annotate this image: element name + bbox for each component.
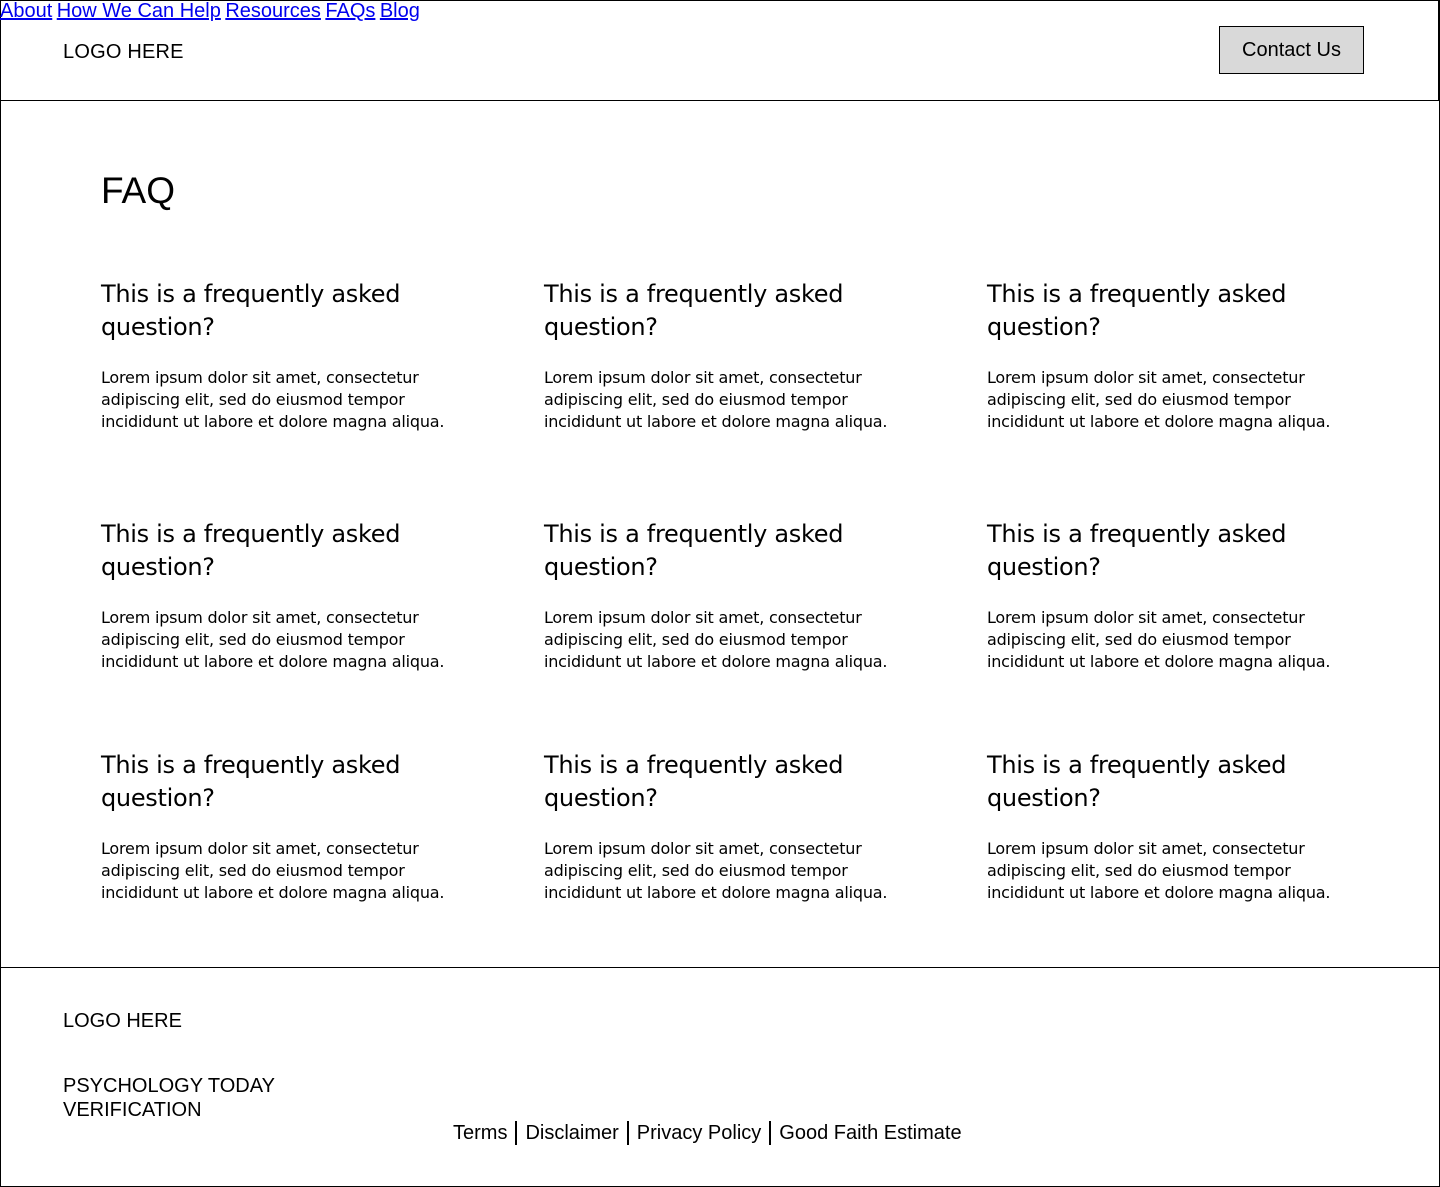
footer-link-privacy-policy[interactable]: Privacy Policy — [636, 1121, 762, 1144]
footer-logo[interactable]: LOGO HERE — [63, 1010, 182, 1032]
faq-question: This is a frequently asked question? — [987, 520, 1287, 581]
faq-answer: Lorem ipsum dolor sit amet, consectetur adipiscing elit, sed do eiusmod tempor incididunt ut labore et dolore magna aliqua. — [101, 608, 445, 671]
faq-answer: Lorem ipsum dolor sit amet, consectetur adipiscing elit, sed do eiusmod tempor incididunt ut labore et dolore magna aliqua. — [987, 608, 1331, 671]
nav-how-we-can-help[interactable]: How We Can Help — [56, 0, 221, 22]
faq-item — [544, 518, 914, 673]
faq-answer: Lorem ipsum dolor sit amet, consectetur adipiscing elit, sed do eiusmod tempor incididunt ut labore et dolore magna aliqua. — [987, 368, 1331, 431]
link-separator — [515, 1121, 517, 1145]
faq-answer: Lorem ipsum dolor sit amet, consectetur adipiscing elit, sed do eiusmod tempor incididunt ut labore et dolore magna aliqua. — [544, 608, 888, 671]
main-nav — [0, 0, 1438, 23]
header-logo[interactable]: LOGO HERE — [63, 41, 184, 63]
page-title: FAQ — [101, 170, 176, 211]
faq-question: This is a frequently asked question? — [101, 520, 401, 581]
faq-question: This is a frequently asked question? — [101, 280, 401, 341]
faq-question: This is a frequently asked question? — [544, 520, 844, 581]
faq-answer: Lorem ipsum dolor sit amet, consectetur adipiscing elit, sed do eiusmod tempor incididunt ut labore et dolore magna aliqua. — [987, 839, 1331, 902]
contact-us-button[interactable]: Contact Us — [1219, 26, 1364, 74]
faq-answer: Lorem ipsum dolor sit amet, consectetur adipiscing elit, sed do eiusmod tempor incididunt ut labore et dolore magna aliqua. — [101, 368, 445, 431]
faq-question: This is a frequently asked question? — [544, 280, 844, 341]
nav-about[interactable]: About — [0, 0, 53, 22]
psychology-today-verification[interactable]: PSYCHOLOGY TODAY VERIFICATION — [63, 1075, 275, 1121]
faq-question: This is a frequently asked question? — [544, 751, 844, 812]
faq-item — [987, 518, 1357, 673]
faq-item — [101, 518, 471, 673]
site-header — [0, 0, 1440, 101]
footer-link-terms[interactable]: Terms — [453, 1121, 508, 1144]
faq-answer: Lorem ipsum dolor sit amet, consectetur adipiscing elit, sed do eiusmod tempor incididunt ut labore et dolore magna aliqua. — [544, 839, 888, 902]
faq-item — [544, 278, 914, 433]
site-footer — [0, 967, 1440, 1187]
faq-item — [101, 749, 471, 904]
faq-item — [544, 749, 914, 904]
nav-resources[interactable]: Resources — [225, 0, 321, 22]
footer-links — [453, 1121, 962, 1145]
faq-question: This is a frequently asked question? — [987, 751, 1287, 812]
nav-faqs[interactable]: FAQs — [325, 0, 376, 22]
faq-answer: Lorem ipsum dolor sit amet, consectetur adipiscing elit, sed do eiusmod tempor incididunt ut labore et dolore magna aliqua. — [101, 839, 445, 902]
faq-item — [987, 278, 1357, 433]
faq-item — [101, 278, 471, 433]
link-separator — [769, 1121, 771, 1145]
footer-link-good-faith-estimate[interactable]: Good Faith Estimate — [779, 1121, 962, 1144]
nav-blog[interactable]: Blog — [379, 0, 420, 22]
faq-question: This is a frequently asked question? — [101, 751, 401, 812]
link-separator — [627, 1121, 629, 1145]
faq-answer: Lorem ipsum dolor sit amet, consectetur adipiscing elit, sed do eiusmod tempor incididunt ut labore et dolore magna aliqua. — [544, 368, 888, 431]
faq-item — [987, 749, 1357, 904]
footer-link-disclaimer[interactable]: Disclaimer — [525, 1121, 619, 1144]
faq-question: This is a frequently asked question? — [987, 280, 1287, 341]
